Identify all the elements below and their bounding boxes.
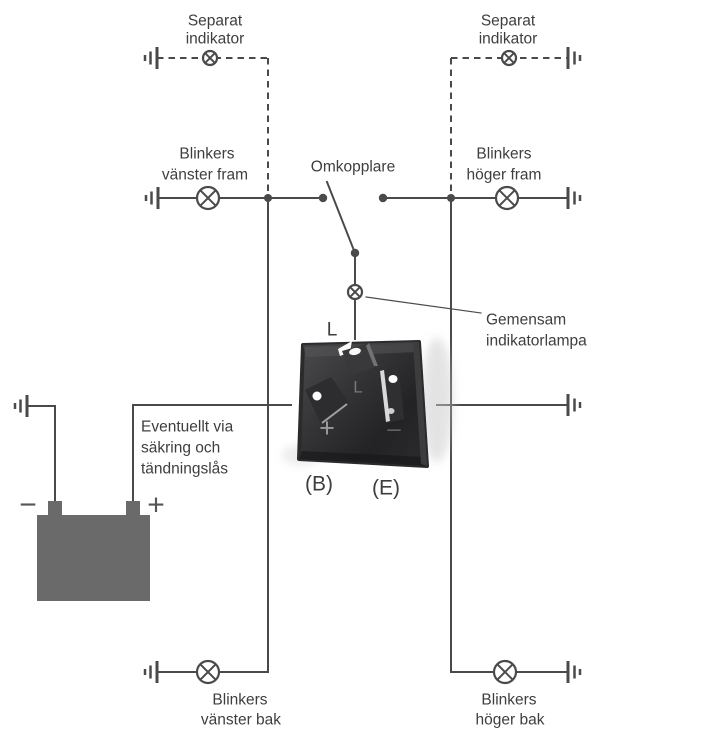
label-separat-indikator-right: indikator (478, 30, 538, 48)
label-gemensam-indikatorlampa: Gemensam (486, 311, 567, 329)
relay-marking-minus: – (387, 415, 401, 443)
label-separat-indikator-left: Separat (187, 12, 243, 30)
label-blinkers-hoger-fram: Blinkers (476, 145, 532, 163)
ground-icon (145, 661, 157, 683)
label-gemensam-indikatorlampa: indikatorlampa (486, 332, 587, 350)
junction-dot (264, 194, 272, 202)
label-omkopplare: Omkopplare (310, 158, 396, 176)
ground-icon (145, 47, 157, 69)
label-blinkers-vanster-bak: Blinkers (212, 691, 268, 709)
pointer-line-gemensam (366, 297, 481, 313)
relay-marking-plus: + (319, 413, 335, 443)
flasher-relay-photo (282, 338, 453, 474)
label-battery-minus: − (19, 488, 37, 522)
switch-blade-icon (327, 182, 355, 253)
label-separat-indikator-right: Separat (480, 12, 536, 30)
lamp-icon (197, 661, 219, 683)
switch-contact-dot (379, 194, 387, 202)
ground-icon (568, 661, 580, 683)
label-blinkers-vanster-fram: Blinkers (179, 145, 235, 163)
indicator-lamp-icon (348, 285, 362, 299)
terminal-hole (389, 375, 398, 383)
label-relay-wire-l: L (326, 319, 338, 341)
ground-icon (568, 187, 580, 209)
label-blinkers-hoger-bak: Blinkers (481, 691, 537, 709)
battery-icon (37, 501, 150, 601)
lamp-icon (494, 661, 516, 683)
switch-contact-dot (319, 194, 327, 202)
label-blinkers-vanster-fram: vänster fram (161, 166, 249, 184)
label-battery-plus: + (147, 488, 165, 522)
label-blinkers-hoger-fram: höger fram (466, 166, 542, 184)
ground-icon (15, 395, 27, 417)
label-eventuellt: säkring och (141, 439, 221, 457)
junctions (264, 194, 455, 257)
terminal-hole (388, 408, 395, 414)
label-relay-pin-b: (B) (305, 472, 333, 496)
battery-body (37, 515, 150, 601)
ground-icon (568, 47, 580, 69)
label-blinkers-vanster-bak: vänster bak (200, 711, 282, 729)
label-blinkers-hoger-bak: höger bak (475, 711, 545, 729)
indicator-lamp-icon (502, 51, 516, 65)
label-eventuellt: tändningslås (141, 460, 229, 478)
ground-icon (568, 394, 580, 416)
junction-dot (447, 194, 455, 202)
battery-terminal-plus (126, 501, 140, 516)
lamp-icon (496, 187, 518, 209)
switch-pivot-dot (351, 249, 359, 257)
lamp-icon (197, 187, 219, 209)
label-relay-pin-e: (E) (372, 476, 400, 500)
label-eventuellt: Eventuellt via (141, 418, 234, 436)
relay-marking-l: L (353, 377, 363, 397)
indicator-lamp-icon (203, 51, 217, 65)
ground-icon (146, 187, 158, 209)
label-separat-indikator-left: indikator (185, 30, 245, 48)
terminal-hole (313, 392, 322, 401)
battery-terminal-minus (48, 501, 62, 516)
